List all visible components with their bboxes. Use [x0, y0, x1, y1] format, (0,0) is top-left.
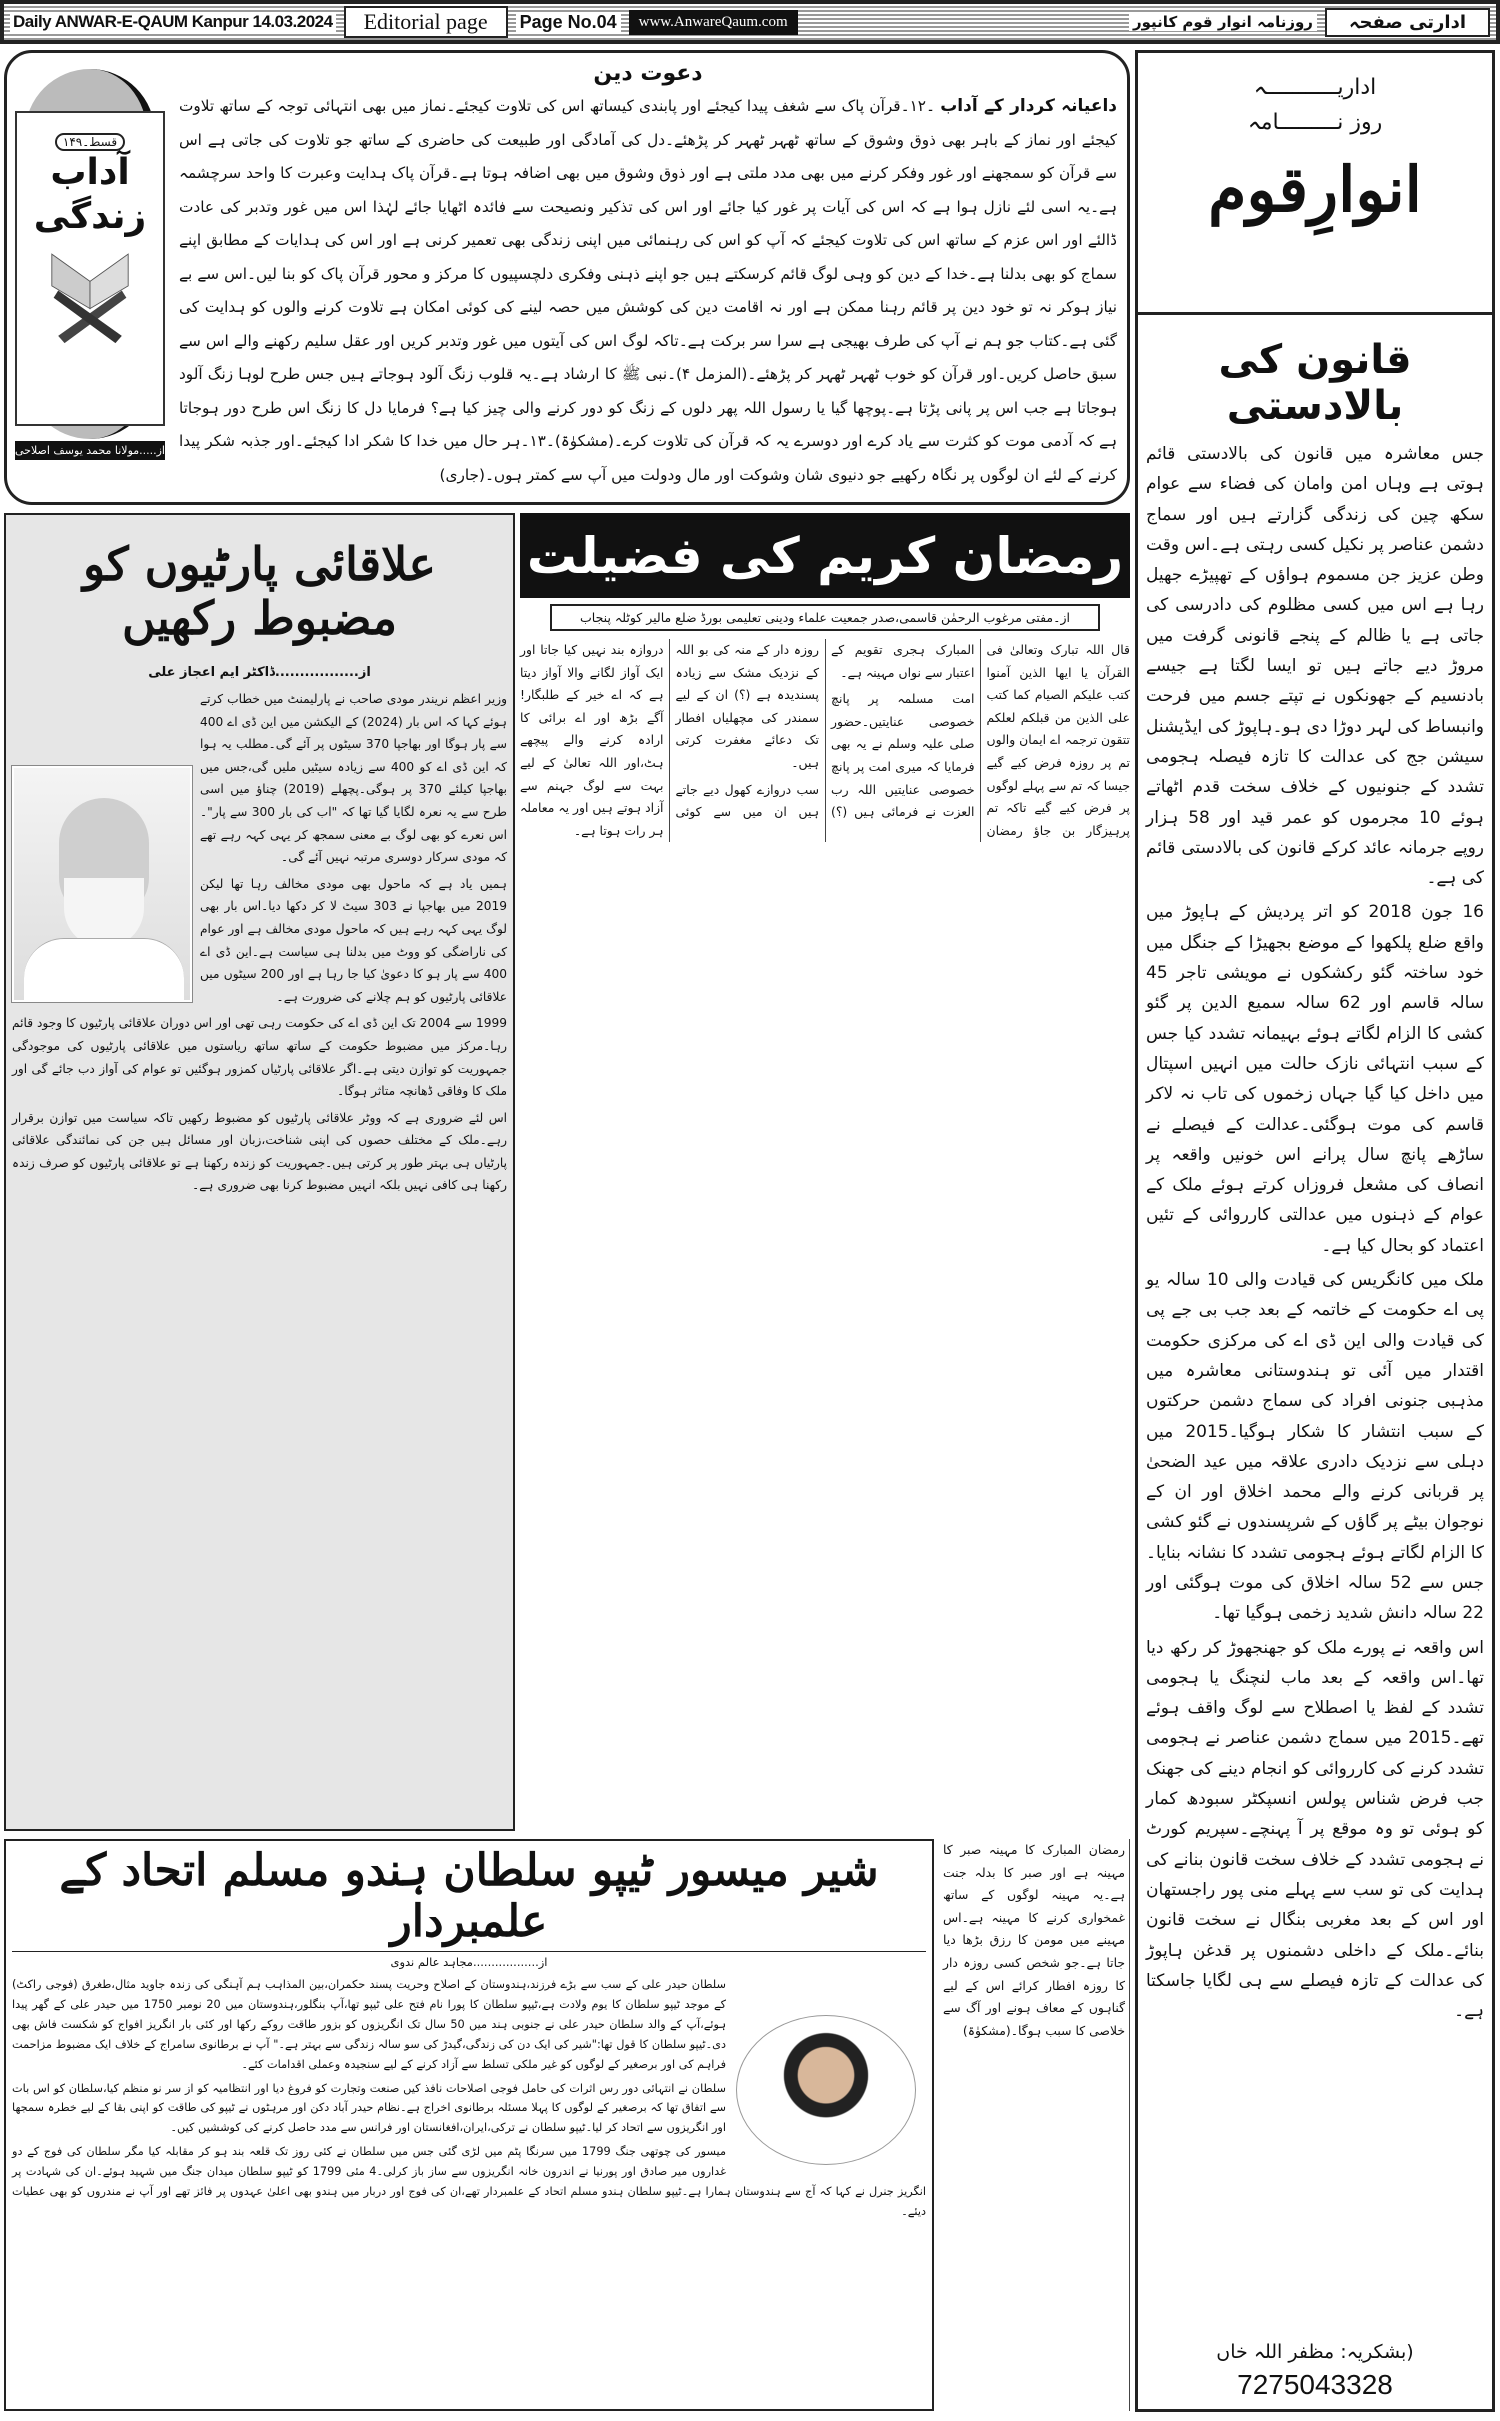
article-headline: رمضان کریم کی فضیلت — [520, 513, 1130, 598]
section-label: Editorial page — [344, 6, 508, 38]
paragraph: اس لئے ضروری ہے کہ ووٹر علاقائی پارٹیوں کو مضبوط رکھیں تاکہ سیاست میں توازن برقرار رہے۔ملک کے مختلف حصوں کی اپنی شناخت،زبان اور مسائل ہیں جن کی نمائندگی علاقائی پارٹیاں ہی بہتر طور پر کرتی ہیں۔جمہوریت کو زندہ رکھنا ہے تو علاقائی پارٹیوں کو صرف زندہ رکھنا ہی کافی نہیں بلکہ انہیں مضبوط کرنا بھی ضروری ہے۔ — [12, 1110, 507, 1193]
masthead-roznama: روز نـــــــــامہ — [1247, 110, 1383, 135]
dawat-deen-section — [4, 50, 1130, 505]
dawat-content — [179, 61, 1117, 492]
paragraph: جس معاشرہ میں قانون کی بالادستی قائم ہوتی ہے وہاں امن وامان کی فضاء سے عوام سکھ چین کی زندگی گزارتے ہیں اور سماج دشمن عناصر پر نکیل کسی رہتی ہے۔اس وقت وطن عزیز جن مسموم ہواؤں کے تھپیڑے جھیل رہا ہے اس میں کسی مظلوم کی دادرسی کی جاتی ہے یا ظالم کے پنجے قانونی گرفت میں مروڑ دیے جاتے ہیں تو ایسا لگتا ہے جیسے بادنسیم کے جھونکوں نے تپتے جسم میں فرحت وانبساط کی لہر دوڑا دی ہو۔ہاپوڑ کی ایڈیشنل سیشن جج کی عدالت کا تازہ فیصلہ ہجومی تشدد کے جنونیوں کے خلاف سخت قدم اٹھاتے ہوئے 10 مجرموں کو عمر قید اور 58 ہزار روپے جرمانہ عائد کرکے قانون کی بالادستی قائم کی ہے۔ — [1146, 444, 1484, 889]
paragraph: سلطان حیدر علی کے سب سے بڑے فرزند،ہندوستان کے اصلاح وحریت پسند حکمران،بین المذاہب ہم آہنگی کی زندہ جاوید مثال،طغرق (فوجی راکٹ) کے موجد ٹیپو سلطان کا یوم ولادت ہے،ٹیپو سلطان کا پورا نام فتح علی ٹیپو تھا،آپ بنگلور،ہندوستان میں 20 نومبر 1750 میں حیدر علی کے گھر پیدا ہوئے،آپ کے والد سلطان حیدر علی نے جنوبی ہند میں 50 سال تک انگریزوں کو بزور طاقت روکے رکھا اور کئی بار انگریز افواج کو شکست فاش بھی دی۔ٹیپو سلطان کا قول تھا:"شیر کی ایک دن کی زندگی،گیدڑ کی سو سالہ زندگی سے بہتر ہے۔" آپ نے برطانوی سامراج کے خلاف ایک مضبوط مزاحمت فراہم کی اور برصغیر کے لوگوں کو غیر ملکی تسلط سے آزاد کرنے کے لیے سنجیدہ وعملی اقدامات کئے۔ — [12, 1978, 727, 2071]
brand-urdu: روزنامہ انوار قوم کانپور — [1129, 13, 1317, 31]
paragraph: 16 جون 2018 کو اتر پردیش کے ہاپوڑ میں واقع ضلع پلکھوا کے موضع بجھیڑا کے جنگل میں خود ساختہ گئو رکشکوں نے مویشی تاجر 45 سالہ قاسم اور 62 سالہ سمیع الدین پر گئو کشی کا الزام لگاتے ہوئے بہیمانہ تشدد کیا جس کے سبب انتہائی نازک حالت میں انہیں اسپتال میں داخل کیا گیا جہاں زخموں کی تاب نہ لاکر قاسم کی موت ہوگئی۔عدالت کے فیصلے نے ساڑھے پانچ سال پرانے اس خونیں واقعہ پر انصاف کی مشعل فروزاں کرتے ہوئے ملک کے عوام کے ذہنوں میں عدالتی کارروائی کے تئیں اعتماد کو بحال کیا ہے۔ — [1146, 902, 1484, 1256]
page-header — [0, 0, 1500, 44]
articles-row-bottom — [4, 1839, 1130, 2411]
author-photo — [12, 766, 192, 1002]
ramzan-article — [520, 513, 1130, 1831]
article-byline: از..................مجاہد عالم ندوی — [12, 1951, 926, 1969]
paragraph: وزیر اعظم نریندر مودی صاحب نے پارلیمنٹ میں خطاب کرتے ہوئے کہا کہ اس بار (2024) کے الیکشن میں این ڈی اے 400 سے پار ہوگا اور بھاجپا 370 سیٹوں پر آئے گی۔مطلب یہ ہوا کہ این ڈی اے کو 400 سے زیادہ سیٹیں ملیں گی،جس میں بھاجپا کیلئے 370 پر ہوگی۔پچھلے (2019) چناؤ میں اسی طرح سے یہ نعرہ لگایا گیا تھا کہ "اب کی بار 300 سے پار"۔اس نعرے کو بھی لوگ بے معنی سمجھ کر یہی کہہ رہے تھے کہ مودی سرکار دوسری مرتبہ نہیں آئے گی۔ — [200, 692, 508, 865]
article-body — [520, 639, 1130, 842]
paragraph: سب دروازے کھول دیے جاتے ہیں ان میں سے کوئی دروازہ بند نہیں کیا جاتا اور ایک آواز لگانے والا آواز دیتا ہے کہ اے خیر کے طلبگار! آگے بڑھ اور اے برائی کا ارادہ کرنے والے پیچھے ہٹ،اور اللہ تعالیٰ کے لیے بہت سے لوگ جہنم سے آزاد ہوتے ہیں اور یہ معاملہ ہر رات ہوتا ہے۔ — [520, 642, 819, 838]
page-number: Page No.04 — [516, 12, 621, 33]
regional-parties-article — [4, 513, 515, 1831]
dawat-title: دعوت دین — [593, 61, 703, 86]
ramzan-article-continued — [939, 1839, 1130, 2411]
paragraph: رمضان المبارک کا مہینہ صبر کا مہینہ ہے اور صبر کا بدلہ جنت ہے۔یہ مہینہ لوگوں کے ساتھ غمخواری کرنے کا مہینہ ہے۔اس مہینے میں مومن کا رزق بڑھا دیا جاتا ہے۔جو شخص کسی روزہ دار کا روزہ افطار کرائے اس کے لیے گناہوں کے معاف ہونے اور آگ سے خلاصی کا سبب ہوگا۔(مشکوٰۃ) — [943, 1842, 1125, 2038]
author-photo — [736, 2015, 916, 2165]
masthead-idariya: اداریـــــــــــہ — [1253, 75, 1377, 100]
editorial-column — [1135, 50, 1495, 2412]
paragraph: ہمیں یاد ہے کہ ماحول بھی مودی مخالف رہا تھا لیکن 2019 میں بھاجپا نے 303 سیٹ لا کر دکھا دیا۔اس بار بھی لوگ یہی کہہ رہے ہیں کہ ماحول مودی مخالف ہے اور عوام کی ناراضگی کو ووٹ میں بدلنا ہی سیاست ہے۔این ڈی اے 400 سے پار ہو کا دعویٰ کیا جا رہا ہے اور 200 سیٹوں میں علاقائی پارٹیوں کو ہم چلانے کی ضرورت ہے۔ — [200, 876, 507, 1004]
masthead — [1138, 53, 1492, 315]
article-headline: علاقائی پارٹیوں کو مضبوط رکھیں — [83, 537, 436, 645]
dawat-lead: داعیانہ کردار کے آداب — [940, 96, 1117, 116]
paragraph: میسور کی چوتھی جنگ 1799 میں سرنگا پٹم میں لڑی گئی جس میں سلطان نے کئی روز تک قلعہ بند ہو کر مقابلہ کیا مگر سلطان کی فوج کے دو غداروں میر صادق اور پورنیا نے اندرون خانہ انگریزوں سے ساز باز کرلی۔4 مئی 1799 کو ٹیپو سلطان میدان جنگ میں شہید ہوئے۔ان کی شہادت پر انگریز جنرل نے کہا کہ آج سے ہندوستان ہمارا ہے۔ٹیپو سلطان ہندو مسلم اتحاد کے علمبردار تھے،ان کی فوج اور دربار میں ہندو بھی اعلیٰ عہدوں پر فائز تھے اور آپ نے مندروں کو بھی عطیات دیئے۔ — [12, 2145, 926, 2218]
editorial-title: قانون کی بالادستی — [1218, 337, 1412, 429]
dawat-body — [179, 90, 1117, 492]
page-body — [0, 44, 1500, 2420]
paragraph: 1999 سے 2004 تک این ڈی اے کی حکومت رہی تھی اور اس دوران علاقائی پارٹیوں کا وجود قائم رہا۔مرکز میں مضبوط حکومت کے ساتھ ساتھ ریاستوں میں علاقائی پارٹیوں کی موجودگی جمہوریت کو توازن دیتی ہے۔اگر علاقائی پارٹیاں کمزور ہوگئیں تو عوام کی آواز دب جائے گی اور ملک کا وفاقی ڈھانچہ متاثر ہوگا۔ — [12, 1016, 507, 1099]
dawat-text: ۔۱۲۔قرآن پاک سے شغف پیدا کیجئے اور پابندی کیساتھ اس کی تلاوت کیجئے۔نماز میں بھی انتہائی توجہ کے ساتھ تلاوت کیجئے اور نماز کے باہر بھی ذوق وشوق کے ساتھ ٹھہر ٹھہر کر پڑھئے۔دل کی آمادگی اور طبیعت کی حاضری کے ساتھ جو تلاوت کی جاتی ہے اس سے قرآن کو سمجھنے اور غور وفکر کرنے میں بھی مدد ملتی ہے اور ذوق وشوق میں بھی اضافہ ہوتا ہے۔قرآن پاک ہدایت وعبرت کا واحد سرچشمہ ہے۔یہ اسی لئے نازل ہوا ہے کہ اس کی آیات پر غور کیا جائے اور اس کی تذکیر ونصیحت سے فائدہ اٹھایا جائے لہٰذا اس میں غور وتدبر کی عادت ڈالئے اور اس عزم کے ساتھ اس کی تلاوت کیجئے کہ آپ کو اس کی رہنمائی میں اپنی زندگی بھی تعمیر کرنی ہے اور اس کی ہدایات کے مطابق اپنے سماج کو بھی بدلنا ہے۔خدا کے دین کو وہی لوگ قائم کرسکتے ہیں جو اپنے ذہنی وفکری دلچسپیوں کا مرکز و محور قرآن پاک کو بنا لیں۔اس سے بے نیاز ہوکر نہ تو خود دین پر قائم رہنا ممکن ہے اور نہ اقامت دین کی کوشش میں حصہ لینے کی کوئی امکان ہے تلاوت کرنے والوں کو ہدایت کی گئی ہے۔کتاب جو ہم نے آپ کی طرف بھیجی ہے سرا سر برکت ہے۔تاکہ لوگ اس کی آیتوں میں غور وتدبر کریں اور عقل سلیم رکھنے والے اس سے سبق حاصل کریں۔اور قرآن کو خوب ٹھہر ٹھہر کر پڑھئے۔(المزمل ۴)۔نبی ﷺ کا ارشاد ہے۔یہ قلوب زنگ آلود ہوجاتے ہیں جس طرح لوہا زنگ آلود ہوجاتا ہے جب اس پر پانی پڑتا ہے۔پوچھا گیا یا رسول اللہ پھر دلوں کے زنگ کو دور کرنے والی چیز کیا ہے؟ فرمایا دل کا زنگ اس طرح دور ہوجاتا ہے کہ آدمی موت کو کثرت سے یاد کرے اور دوسرے یہ کہ قرآن کی تلاوت کرے۔(مشکوٰۃ)۔۱۳۔ہر حال میں خدا کا شکر ادا کیجئے۔اور جذبہ شکر پیدا کرنے کے لئے ان لوگوں پر نگاہ رکھیے جو دنیوی شان وشوکت اور مال ودولت میں آپ سے کمتر ہوں۔(جاری) — [179, 97, 1117, 484]
section-label-urdu: ادارتی صفحہ — [1325, 8, 1490, 37]
article-headline: شیر میسور ٹیپو سلطان ہندو مسلم اتحاد کے علمبردار — [59, 1845, 879, 1947]
editorial-body — [1138, 439, 1492, 2337]
article-body — [12, 688, 507, 1197]
badge-author: از.....مولانا محمد یوسف اصلاحی — [15, 441, 165, 460]
badge-card — [15, 111, 165, 426]
paragraph: ملک میں کانگریس کی قیادت والی 10 سالہ یو پی اے حکومت کے خاتمہ کے بعد جب بی جے پی کی قیادت والی این ڈی اے کی مرکزی حکومت اقتدار میں آئی تو ہندوستانی معاشرہ میں مذہبی جنونی افراد کی سماج دشمن حرکتوں کے سبب انتشار کا شکار ہوگیا۔2015 میں دہلی سے نزدیک دادری علاقہ میں عید الضحیٰ پر قربانی کرنے والے محمد اخلاق اور ان کے نوجوان بیٹے پر گاؤں کے شرپسندوں نے گئو کشی کا الزام لگاتے ہوئے ہجومی تشدد کا نشانہ بنایا۔جس سے 52 سالہ اخلاق کی موت ہوگئی اور 22 سالہ دانش شدید زخمی ہوگیا تھا۔ — [1146, 1270, 1484, 1624]
paragraph: امت مسلمہ پر پانچ خصوصی عنایتیں۔حضور صلی علیہ وسلم نے یہ بھی فرمایا کہ میری امت پر پانچ خصوصی عنایتیں اللہ رب العزت نے فرمائی ہیں (؟) روزہ دار کے منہ کی بو اللہ کے نزدیک مشک سے زیادہ پسندیدہ ہے (؟) ان کے لیے سمندر کی مچھلیاں افطار تک دعائے مغفرت کرتی ہیں۔ — [675, 642, 975, 820]
article-body — [12, 1975, 926, 2222]
badge-title-1: آداب — [50, 152, 130, 193]
badge-title-2: زندگی — [33, 196, 147, 237]
website-link[interactable]: www.AnwareQaum.com — [629, 10, 798, 35]
paper-date: Daily ANWAR-E-QAUM Kanpur 14.03.2024 — [10, 12, 336, 32]
newspaper-logo: انوارِقوم — [1208, 153, 1422, 226]
article-byline: از.................ڈاکٹر ایم اعجاز علی — [148, 665, 371, 680]
editorial-phone: 7275043328 — [1237, 2369, 1393, 2400]
article-byline: از۔مفتی مرغوب الرحمٰن قاسمی،صدر جمعیت علماء ودینی تعلیمی بورڈ ضلع مالیر کوٹلہ پنجاب — [550, 604, 1100, 631]
quran-stand-icon — [40, 245, 140, 345]
editorial-credit: (بشکریہ: مظفر اللہ خاں — [1216, 2341, 1414, 2363]
articles-row — [4, 513, 1130, 1831]
paragraph: سلطان نے انتہائی دور رس اثرات کی حامل فوجی اصلاحات نافذ کیں صنعت وتجارت کو فروغ دیا اور انتظامیہ کو از سر نو منظم کیا،سلطان کو اس بات سے اتفاق تھا کہ برصغیر کے لوگوں کا پہلا مسئلہ برطانوی اخراج ہے۔نظام حیدر آباد دکن اور مرہٹوں نے ٹیپو کی طاقت کو اپنی بقا کے لیے خطرہ سمجھا اور انگریزوں سے اتحاد کر لیا۔ٹیپو سلطان نے ترکی،ایران،افغانستان اور فرانس سے مدد حاصل کرنے کی کوششیں کیں۔ — [12, 2081, 726, 2135]
adab-zindagi-badge — [15, 69, 165, 469]
left-area — [4, 50, 1130, 2412]
tipu-sultan-article — [4, 1839, 934, 2411]
installment-number: قسط۔۱۴۹ — [55, 133, 125, 151]
paragraph: اس واقعہ نے پورے ملک کو جھنجھوڑ کر رکھ دیا تھا۔اس واقعہ کے بعد ماب لنچنگ یا ہجومی تشدد کے لفظ یا اصطلاح سے لوگ واقف ہوئے تھے۔2015 میں سماج دشمن عناصر نے ہجومی تشدد کرنے کی کارروائی کو انجام دینے کی جھنک جب فرض شناس پولس انسپکٹر سبودھ کمار کو ہوئی تو وہ موقع پر آ پہنچے۔سپریم کورٹ نے ہجومی تشدد کے خلاف سخت قانون بنانے کی ہدایت کی تو سب سے پہلے منی پور راجستھان اور اس کے بعد مغربی بنگال نے سخت قانون بنائے۔ملک کے داخلی دشمنوں پر قدغن ہاپوڑ کی عدالت کے تازہ فیصلے سے ہی لگایا جاسکتا ہے۔ — [1146, 1637, 1484, 2022]
paragraph: قال اللہ تبارک وتعالیٰ فی القرآن یا ایھا الذین آمنوا کتب علیکم الصیام کما کتب علی الذین من قبلکم لعلکم تتقون ترجمہ اے ایمان والوں تم پر روزہ فرض کیے گیے جیسا کہ تم سے پہلے لوگوں پر فرض کیے گیے تاکہ تم پرہیزگار بن جاؤ رمضان المبارک ہجری تقویم کے اعتبار سے نواں مہینہ ہے۔ — [831, 642, 1130, 838]
